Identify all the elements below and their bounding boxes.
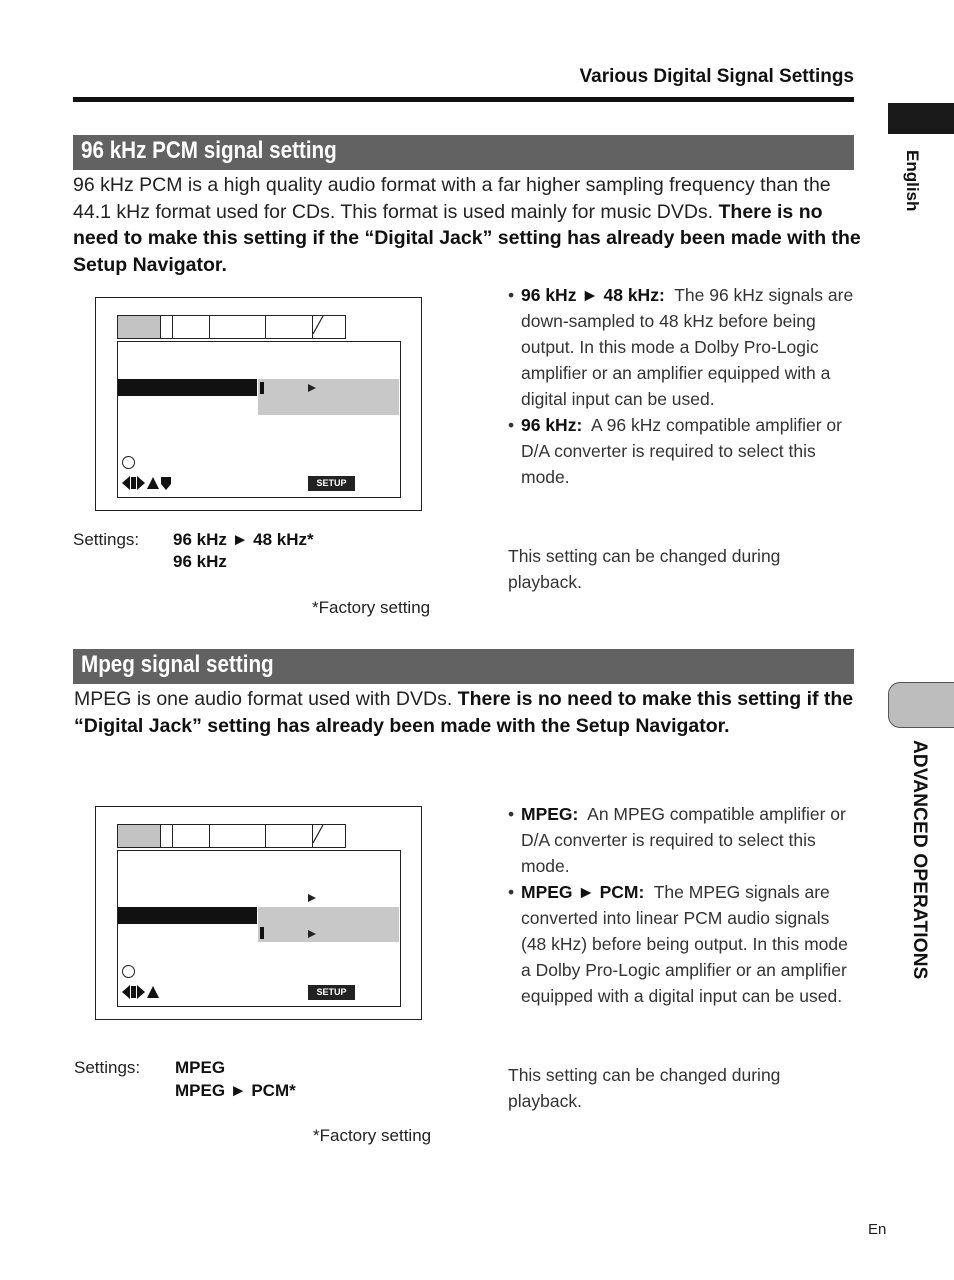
bullet-text: The MPEG signals are converted into linear PCM audio signals (48 kHz) before being output. In this mode a Dolby Pro-Logic amplifier or an amplifier equipped with a digital input can be used. [521,882,848,1006]
section-header-96khz [73,135,854,170]
arrow-keys-icon [122,984,166,1000]
header-rule [73,97,854,102]
section-title: Mpeg signal setting [81,651,274,678]
intro-text: MPEG is one audio format used with DVDs. [74,688,458,710]
selected-menu-row [118,379,257,396]
section-intro [73,172,863,278]
section-header-mpeg [73,649,854,684]
cursor-mark [260,927,264,939]
settings-value: MPEG [175,1058,226,1077]
circle-icon [122,965,135,978]
setup-button-graphic: SETUP [308,985,355,1000]
screen-tab [172,315,210,339]
screen-menu-area [117,341,401,498]
setup-screen-diagram [95,297,422,511]
page-language-label: En [868,1221,887,1238]
factory-setting-note: *Factory setting [313,1126,432,1145]
language-tab-label: English [903,150,922,212]
setup-button-graphic: SETUP [308,476,355,491]
arrow-keys-icon [122,475,178,491]
playback-note: This setting can be changed during playback. [508,1065,781,1111]
settings-label: Settings: [73,530,140,549]
screen-tab [265,824,313,848]
screen-tab [117,824,161,848]
screen-tab [209,315,266,339]
screen-tab [312,824,346,848]
bullet-text: The 96 kHz signals are down-sampled to 48 kHz before being output. In this mode a Dolby Pro-Logic amplifier or an amplifier equipped with a digital input can be used. [521,285,854,409]
factory-setting-note: *Factory setting [312,598,431,617]
list-item: • 96 kHz ► 48 kHz: The 96 kHz signals are down-sampled to 48 kHz before being output. In this mode a Dolby Pro-Logic amplifier or an amplifier equipped with a digital input can be used. [508,285,854,409]
screen-menu-area [117,850,401,1007]
settings-value: 96 kHz ► 48 kHz* [173,530,314,549]
list-item: • 96 kHz: A 96 kHz compatible amplifier or D/A converter is required to select this mode. [508,415,842,487]
settings-value: MPEG ► PCM* [175,1081,296,1100]
bullet-term: MPEG ► PCM: [521,882,645,902]
bullet-term: 96 kHz ► 48 kHz: [521,285,665,305]
play-arrow-icon [308,894,316,902]
bullet-term: MPEG: [521,804,579,824]
play-arrow-icon [308,930,316,938]
screen-tab [312,315,346,339]
circle-icon [122,456,135,469]
chapter-tab-label: ADVANCED OPERATIONS [909,740,930,980]
bullet-list [508,282,858,490]
bullet-term: 96 kHz: [521,415,583,435]
bullet-list [508,801,858,1009]
chapter-tab [888,682,954,728]
bullet-text: An MPEG compatible amplifier or D/A converter is required to select this mode. [521,804,846,876]
section-intro [74,686,854,739]
screen-tab [172,824,210,848]
list-item: • MPEG: An MPEG compatible amplifier or D/A converter is required to select this mode. [508,804,846,876]
running-title: Various Digital Signal Settings [579,66,854,87]
cursor-mark [260,382,264,394]
section-title: 96 kHz PCM signal setting [81,137,337,164]
option-highlight [258,907,399,942]
screen-tab [209,824,266,848]
chapter-tab-marker [888,103,954,134]
bullet-text: A 96 kHz compatible amplifier or D/A converter is required to select this mode. [521,415,842,487]
list-item: • MPEG ► PCM: The MPEG signals are converted into linear PCM audio signals (48 kHz) before being output. In this mode a Dolby Pro-Logic amplifier or an amplifier equipped with a digital input can be used. [508,882,848,1006]
settings-label: Settings: [74,1058,141,1077]
intro-bold-text: There is no need to make this setting if the “Digital Jack” setting has already been made with the Setup Navigator. [73,200,861,276]
setup-screen-diagram [95,806,422,1020]
option-highlight [258,379,399,415]
settings-value: 96 kHz [173,552,227,571]
play-arrow-icon [308,384,316,392]
screen-tab [265,315,313,339]
intro-text: 96 kHz PCM is a high quality audio format with a far higher sampling frequency than the 44.1 kHz format used for CDs. This format is used mainly for music DVDs. [73,174,831,223]
playback-note: This setting can be changed during playback. [508,546,781,592]
intro-bold-text: There is no need to make this setting if the “Digital Jack” setting has already been made with the Setup Navigator. [74,688,854,737]
selected-menu-row [118,907,257,924]
screen-tab [117,315,161,339]
